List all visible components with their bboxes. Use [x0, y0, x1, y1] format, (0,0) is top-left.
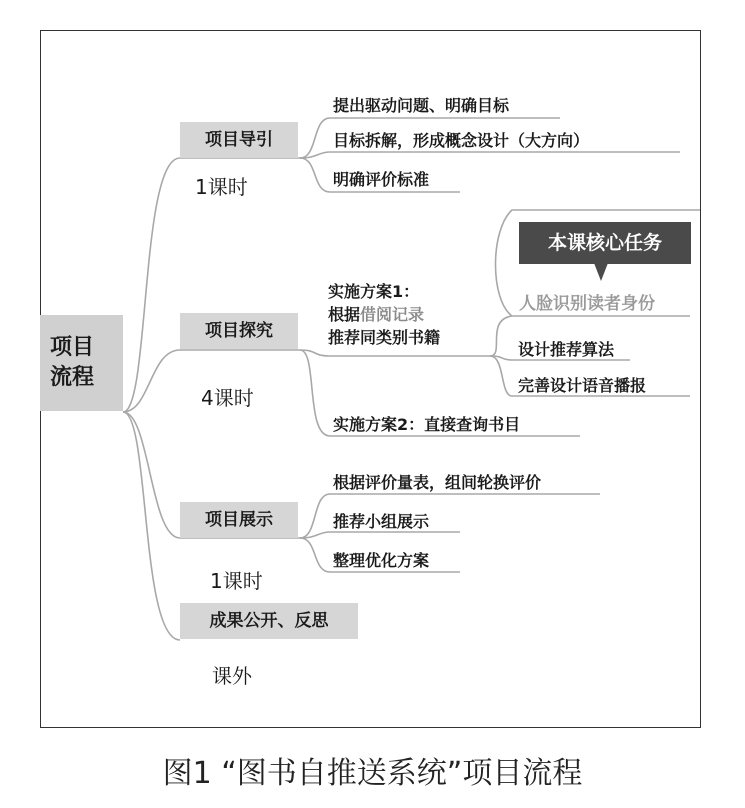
show-item-3: 整理优化方案 — [333, 551, 430, 570]
phase-guide-duration: 1课时 — [195, 175, 248, 199]
plan1-line3: 推荐同类别书籍 — [328, 328, 441, 347]
guide-item-2: 目标拆解，形成概念设计（大方向） — [333, 131, 590, 150]
show-item-1: 根据评价量表，组间轮换评价 — [333, 473, 542, 492]
plan1-line1: 实施方案1： — [328, 282, 420, 301]
phase-guide-box: 项目导引 — [180, 122, 298, 158]
phase-explore-duration: 4课时 — [201, 386, 254, 410]
phase-show-duration: 1课时 — [210, 569, 263, 593]
root-node — [40, 315, 123, 411]
plan2-text: 实施方案2：直接查询书目 — [333, 415, 521, 434]
core-task-callout: 本课核心任务 — [519, 222, 691, 264]
root-label-line2: 流程 — [50, 365, 95, 390]
guide-item-3: 明确评价标准 — [333, 170, 430, 189]
root-label-line1: 项目 — [50, 335, 95, 360]
guide-item-1: 提出驱动问题、明确目标 — [333, 96, 510, 115]
phase-publish-duration: 课外 — [212, 664, 252, 688]
phase-explore-box: 项目探究 — [180, 313, 298, 349]
phase-show-box: 项目展示 — [180, 502, 298, 538]
plan1-line2-a: 根据 — [328, 305, 361, 324]
plan1-child-voice: 完善设计语音播报 — [518, 376, 647, 395]
plan1-child-algorithm: 设计推荐算法 — [518, 340, 615, 359]
core-task-callout-tail — [594, 263, 608, 281]
plan1-text — [328, 280, 440, 349]
plan1-line2 — [328, 303, 440, 326]
figure-caption: 图1 “图书自推送系统”项目流程 — [162, 756, 583, 791]
phase-publish-box: 成果公开、反思 — [180, 603, 358, 639]
show-item-2: 推荐小组展示 — [333, 512, 430, 531]
plan1-line2-b: 借阅记录 — [360, 305, 425, 324]
core-task-text: 人脸识别读者身份 — [519, 294, 655, 314]
